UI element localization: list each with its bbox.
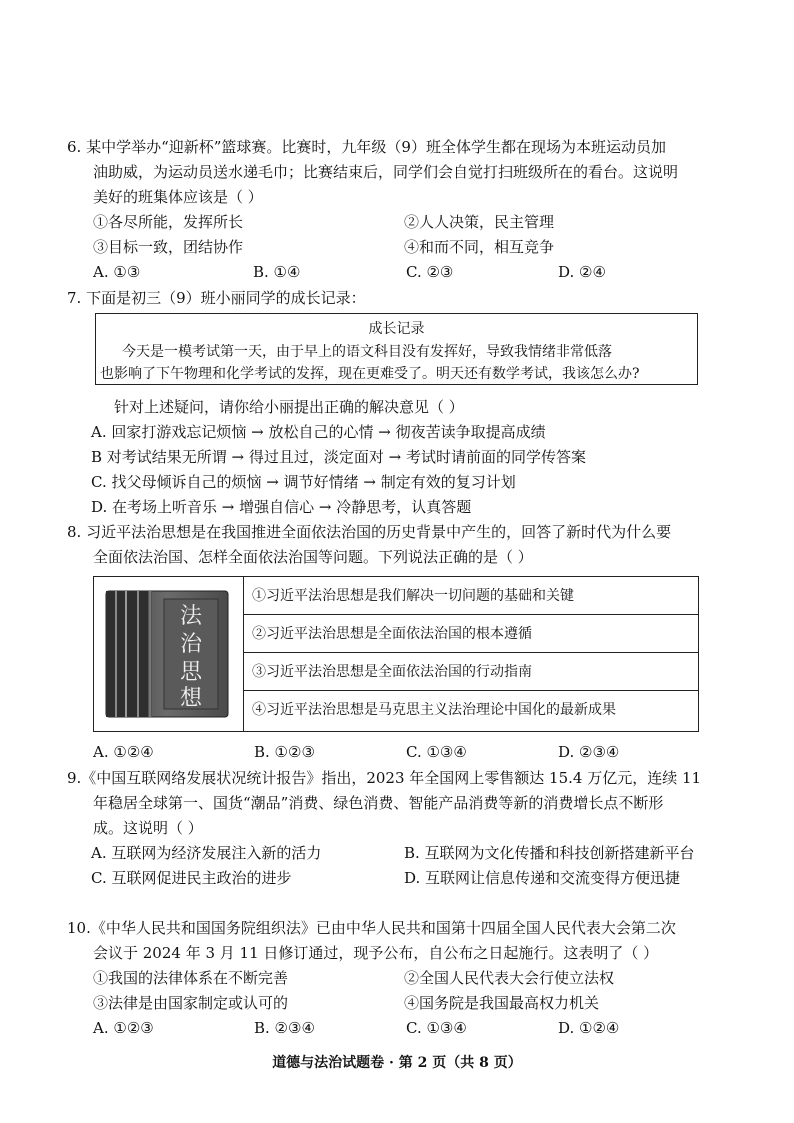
q10-item: ②全国人民代表大会行使立法权: [404, 969, 615, 987]
q10-choice-a: A. ①②③: [93, 1019, 154, 1037]
q6-item: ②人人决策，民主管理: [404, 213, 555, 231]
q9-stem-line: 9.《中国互联网络发展状况统计报告》指出，2023 年全国网上零售额达 15.4 万亿元，连续 11: [67, 769, 702, 787]
growth-record-title: 成长记录: [368, 321, 425, 337]
q6-item: ③目标一致，团结协作: [93, 238, 244, 256]
q10-stem-line: 会议于 2024 年 3 月 11 日修订通过，现予公布，自公布之日起施行。这表明了（ ）: [93, 944, 659, 962]
q9-choice-c: C. 互联网促进民主政治的进步: [91, 869, 292, 887]
q8-statement-1: ①习近平法治思想是我们解决一切问题的基础和关键: [244, 577, 698, 615]
growth-record-box: [95, 313, 698, 385]
q6-stem-line: 油助威，为运动员送水递毛巾；比赛结束后，同学们会自觉打扫班级所在的看台。这说明: [93, 163, 679, 181]
book-char: 思: [179, 660, 203, 685]
q7-choice-a: A. 回家打游戏忘记烦恼 → 放松自己的心情 → 彻夜苦读争取提高成绩: [91, 423, 546, 441]
book-char: 法: [179, 604, 203, 629]
q7-stem: 7. 下面是初三（9）班小丽同学的成长记录：: [67, 289, 366, 307]
q6-choice-c: C. ②③: [406, 263, 454, 281]
q6-choice-b: B. ①④: [253, 263, 301, 281]
q6-stem-line: 6. 某中学举办“迎新杯”篮球赛。比赛时，九年级（9）班全体学生都在现场为本班运动员加: [67, 138, 666, 156]
q8-table: [93, 576, 699, 732]
q8-stem-line: 8. 习近平法治思想是在我国推进全面依法治国的历史背景中产生的，回答了新时代为什么要: [67, 523, 672, 541]
q6-choice-d: D. ②④: [558, 263, 606, 281]
q9-choice-b: B. 互联网为文化传播和科技创新搭建新平台: [404, 844, 695, 862]
growth-record-text: 今天是一模考试第一天，由于早上的语文科目没有发挥好，导致我情绪非常低落: [122, 344, 612, 360]
q10-stem-line: 10.《中华人民共和国国务院组织法》已由中华人民共和国第十四届全国人民代表大会第二次: [67, 919, 676, 937]
book-char: 治: [179, 632, 203, 657]
q6-item: ④和而不同，相互竞争: [404, 238, 555, 256]
book-char: 想: [179, 686, 203, 711]
q8-choice-d: D. ②③④: [558, 743, 620, 761]
q6-choice-a: A. ①③: [93, 263, 141, 281]
q9-choice-d: D. 互联网让信息传递和交流变得方便迅捷: [404, 869, 681, 887]
q9-choice-a: A. 互联网为经济发展注入新的活力: [91, 844, 322, 862]
q10-item: ③法律是由国家制定或认可的: [93, 994, 289, 1012]
q9-stem-line: 年稳居全球第一、国货“潮品”消费、绿色消费、智能产品消费等新的消费增长点不断形: [93, 794, 664, 812]
q7-choice-d: D. 在考场上听音乐 → 增强自信心 → 冷静思考，认真答题: [91, 498, 472, 516]
q8-statement-3: ③习近平法治思想是全面依法治国的行动指南: [244, 653, 698, 691]
growth-record-text: 也影响了下午物理和化学考试的发挥，现在更难受了。明天还有数学考试，我该怎么办?: [100, 366, 640, 382]
q10-item: ①我国的法律体系在不断完善: [93, 969, 289, 987]
q10-item: ④国务院是我国最高权力机关: [404, 994, 600, 1012]
book-illustration: [94, 577, 242, 731]
q7-question: 针对上述疑问，请你给小丽提出正确的解决意见（ ）: [114, 398, 464, 416]
q8-choice-c: C. ①③④: [406, 743, 467, 761]
q9-stem-line: 成。这说明（ ）: [93, 819, 203, 837]
q7-choice-c: C. 找父母倾诉自己的烦恼 → 调节好情绪 → 制定有效的复习计划: [91, 473, 516, 491]
q10-choice-c: C. ①③④: [406, 1019, 467, 1037]
page-footer: 道德与法治试题卷 · 第 2 页（共 8 页）: [272, 1055, 522, 1071]
q8-stem-line: 全面依法治国、怎样全面依法治国等问题。下列说法正确的是（ ）: [93, 548, 533, 566]
q7-choice-b: B 对考试结果无所谓 → 得过且过，淡定面对 → 考试时请前面的同学传答案: [91, 448, 587, 466]
q8-statement-2: ②习近平法治思想是全面依法治国的根本遵循: [244, 615, 698, 653]
q8-statement-4: ④习近平法治思想是马克思主义法治理论中国化的最新成果: [252, 702, 616, 718]
q8-choice-b: B. ①②③: [254, 743, 315, 761]
q8-choice-a: A. ①②④: [93, 743, 154, 761]
q10-choice-d: D. ①②④: [558, 1019, 620, 1037]
q10-choice-b: B. ②③④: [254, 1019, 315, 1037]
book-image: [94, 577, 244, 731]
q6-item: ①各尽所能，发挥所长: [93, 213, 244, 231]
q6-stem-line: 美好的班集体应该是（ ）: [93, 188, 263, 206]
